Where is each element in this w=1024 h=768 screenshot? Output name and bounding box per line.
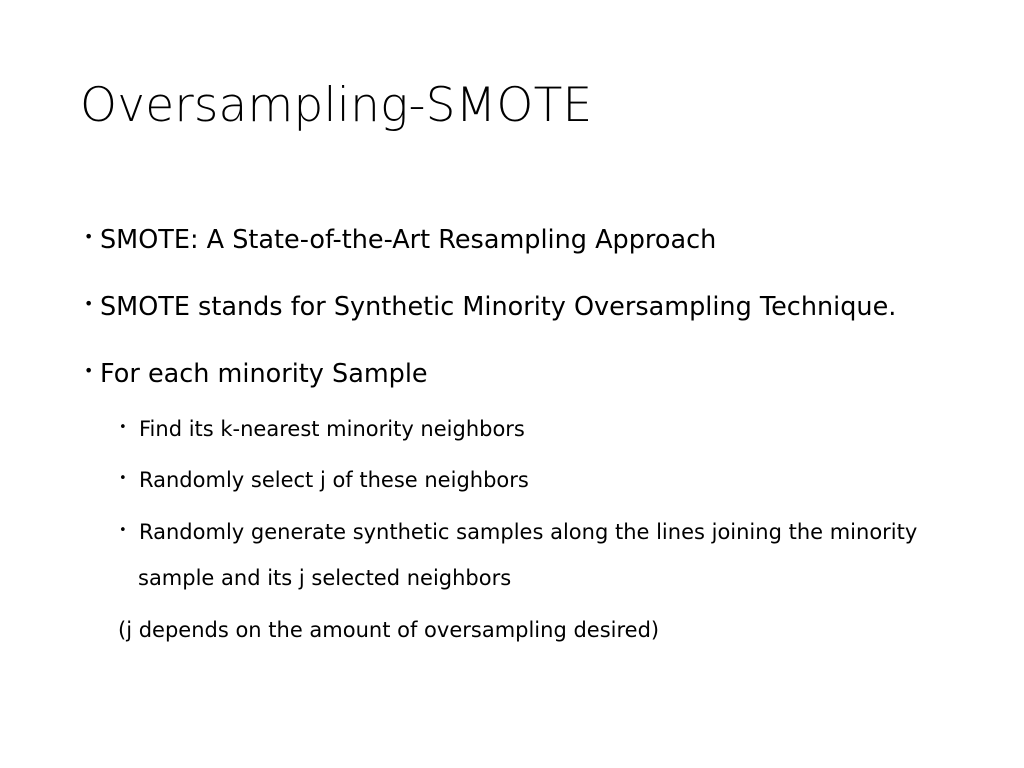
bullet-text: For each minority Sample: [100, 359, 428, 389]
bullet-icon: •: [84, 361, 94, 381]
slide-title: Oversampling-SMOTE: [80, 78, 593, 133]
bullet-item: [84, 225, 716, 256]
sub-bullet-continuation: sample and its j selected neighbors: [138, 566, 512, 590]
sub-bullet-item: [119, 417, 525, 442]
sub-bullet-text: Randomly generate synthetic samples along the lines joining the minority: [139, 520, 918, 544]
sub-bullet-item: [119, 520, 917, 545]
bullet-item: [84, 359, 428, 390]
bullet-item: [84, 292, 896, 323]
sub-bullet-text: Randomly select j of these neighbors: [139, 468, 529, 492]
bullet-icon: •: [84, 227, 94, 247]
sub-bullet-text: Find its k-nearest minority neighbors: [139, 417, 525, 441]
bullet-icon: •: [84, 294, 94, 314]
note-text: (j depends on the amount of oversampling desired): [118, 618, 660, 642]
sub-bullet-item: [119, 468, 529, 493]
bullet-text: SMOTE: A State-of-the-Art Resampling Approach: [100, 225, 717, 255]
sub-bullet-icon: •: [119, 523, 127, 539]
bullet-text: SMOTE stands for Synthetic Minority Oversampling Technique.: [100, 292, 897, 322]
sub-bullet-icon: •: [119, 471, 127, 487]
sub-bullet-icon: •: [119, 420, 127, 436]
